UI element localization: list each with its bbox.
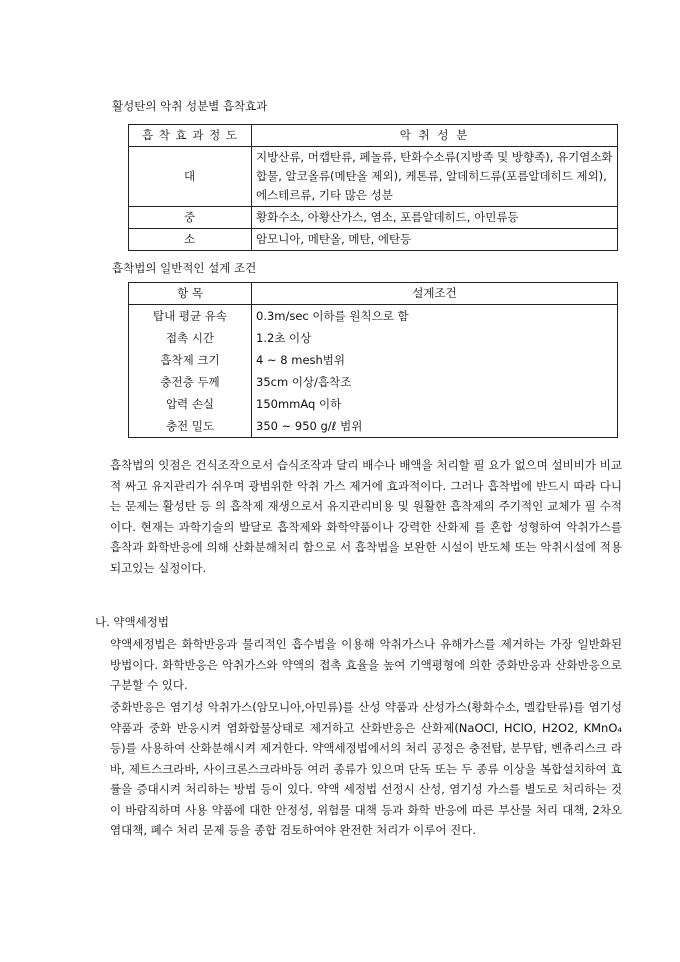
header-degree: 흡 착 효 과 정 도 <box>129 125 252 147</box>
table-row <box>129 415 618 438</box>
chemical-scrubbing-detail-paragraph: 중화반응은 염기성 악취가스(암모니아,아민류)를 산성 약품과 산성가스(황화수소, 멜캅탄류)를 염기성약품과 중화 반응시켜 염화합물상태로 제거하고 산화반응은 산화제(NaOCl, HClO, H2O2, KMnO₄ 등)를 사용하여 산화분해시켜 제거한다. 약액세정법에서의 처리 공정은 충전탑, 분무탑, 벤츄리스크 라바, 제트스크라바, 사이크론스크라바등 여러 종류가 있으며 단독 또는 두 종류 이상을 복합설치하여 효률을 증대시켜 처리하는 방법 등이 있다. 약액 세정법 선정시 산성, 염기성 가스를 별도로 처리하는 것이 바람직하며 사용 약품에 대한 안정성, 위험물 대책 등과 화학 반응에 따른 부산물 처리 대책, 2차오염대책, 폐수 처리 문제 등을 종합 검토하여야 완전한 처리가 이루어 진다. <box>110 700 622 837</box>
item-cell: 탑내 평균 유속 <box>129 305 252 328</box>
header-condition: 설계조건 <box>252 283 618 305</box>
table-row <box>129 349 618 371</box>
section-title-design-conditions: 흡착법의 일반적인 설계 조건 <box>112 261 257 275</box>
table-row <box>129 147 618 207</box>
table-row <box>129 305 618 328</box>
components-cell: 지방산류, 머캡탄류, 페놀류, 탄화수소류(지방족 및 방향족), 유기염소화합물, 알코올류(메탄올 제외), 케톤류, 알데히드류(포름알데히드 제외), 에스테르류, 기타 많은 성분 <box>252 147 618 207</box>
chemical-scrubbing-intro-paragraph: 약액세정법은 화학반응과 물리적인 흡수법을 이용해 악취가스나 유해가스를 제거하는 가장 일반화된 방법이다. 화학반응은 악취가스와 약액의 접촉 효율을 높여 기액평형에 의한 중화반응과 산화반응으로 구분할 수 있다. <box>110 637 622 692</box>
condition-cell: 150mmAq 이하 <box>252 393 618 415</box>
item-cell: 충전 밀도 <box>129 415 252 438</box>
table-row <box>129 207 618 229</box>
table-header-row <box>129 125 618 147</box>
header-item: 항 목 <box>129 283 252 305</box>
item-cell: 압력 손실 <box>129 393 252 415</box>
section-title-chemical-scrubbing: 나. 약액세정법 <box>95 615 169 629</box>
components-cell: 황화수소, 아황산가스, 염소, 포름알데히드, 아민류등 <box>252 207 618 229</box>
table-row <box>129 229 618 251</box>
item-cell: 흡착제 크기 <box>129 349 252 371</box>
item-cell: 충전층 두께 <box>129 371 252 393</box>
condition-cell: 4 ~ 8 mesh범위 <box>252 349 618 371</box>
condition-cell: 1.2초 이상 <box>252 327 618 349</box>
degree-cell: 소 <box>129 229 252 251</box>
adsorption-effect-table <box>128 124 618 251</box>
condition-cell: 35cm 이상/흡착조 <box>252 371 618 393</box>
table-header-row <box>129 283 618 305</box>
condition-cell: 350 ~ 950 g/ℓ 범위 <box>252 415 618 438</box>
section-title-adsorption-effect: 활성탄의 악취 성분별 흡착효과 <box>112 99 268 113</box>
table-row <box>129 393 618 415</box>
design-conditions-table <box>128 282 618 438</box>
adsorption-advantages-paragraph: 흡착법의 잇점은 건식조작으로서 습식조작과 달리 배수나 배액을 처리할 필 요가 없으며 설비비가 비교적 싸고 유지관리가 쉬우며 광범위한 악취 가스 제거에 효과적이다. 그러나 흡착법에 반드시 따라 다니는 문제는 활성탄 등 의 흡착제 재생으로서 유지관리비용 및 원활한 흡착제의 주기적인 교체가 필 수적이다. 현재는 과학기술의 발달로 흡착제와 화학약품이나 강력한 산화제 를 혼합 성형하여 악취가스를 흡착과 화학반응에 의해 산화분해처리 함으로 서 흡착법을 보완한 시설이 반도체 또는 악취시설에 적용되고있는 실정이다. <box>110 458 622 575</box>
header-components: 악 취 성 분 <box>252 125 618 147</box>
table-row <box>129 327 618 349</box>
components-cell: 암모니아, 메탄올, 메탄, 에탄등 <box>252 229 618 251</box>
item-cell: 접촉 시간 <box>129 327 252 349</box>
degree-cell: 대 <box>129 147 252 207</box>
degree-cell: 중 <box>129 207 252 229</box>
condition-cell: 0.3m/sec 이하를 원칙으로 함 <box>252 305 618 328</box>
table-row <box>129 371 618 393</box>
